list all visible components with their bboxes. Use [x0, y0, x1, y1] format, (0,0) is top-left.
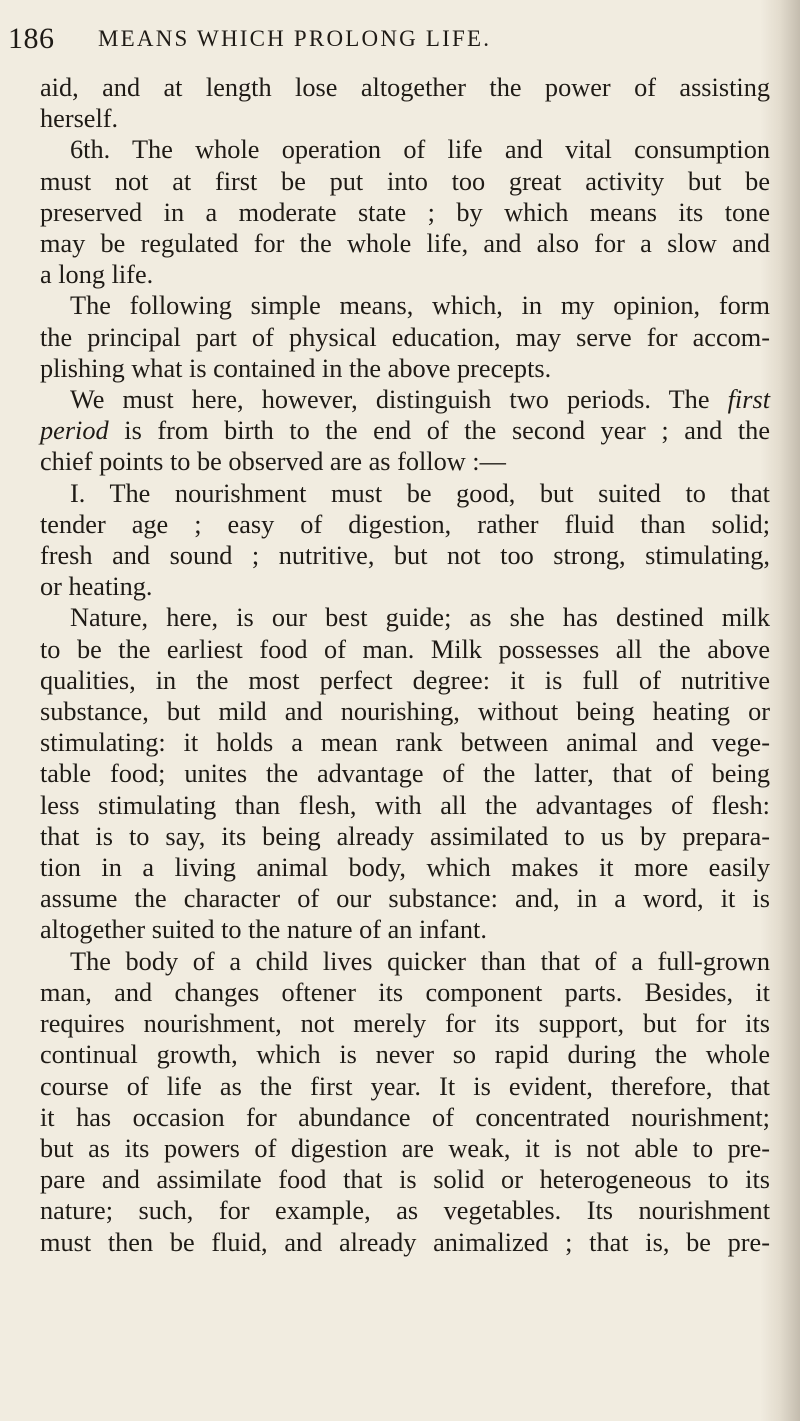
text-line: The following simple means, which, in my opinion, form — [70, 291, 770, 321]
text-line: table food; unites the advantage of the latter, that of being — [40, 759, 770, 789]
text-line: less stimulating than flesh, with all the advantages of flesh: — [40, 790, 770, 820]
text-line: that is to say, its being already assimilated to us by prepara- — [40, 821, 770, 851]
text-line: fresh and sound ; nutritive, but not too strong, stimulating, — [40, 541, 770, 571]
text-line — [40, 384, 770, 415]
text-line: requires nourishment, not merely for its support, but for its — [40, 1009, 770, 1039]
text-line: a long life. — [40, 260, 154, 290]
text-line: may be regulated for the whole life, and also for a slow and — [40, 229, 770, 259]
text-line: but as its powers of digestion are weak, it is not able to pre- — [40, 1133, 770, 1163]
paragraph-rule-one — [40, 478, 770, 603]
text-segment: is from birth to the end of the second year ; and the — [108, 416, 770, 446]
text-line: it has occasion for abundance of concentrated nourishment; — [40, 1102, 770, 1132]
text-line: must then be fluid, and already animalized ; that is, be pre- — [40, 1227, 770, 1257]
text-line: Nature, here, is our best guide; as she has destined milk — [70, 603, 770, 633]
text-line: stimulating: it holds a mean rank between animal and vege- — [40, 728, 770, 758]
text-line: altogether suited to the nature of an infant. — [40, 915, 487, 945]
text-line: the principal part of physical education, may serve for accom- — [40, 322, 770, 352]
text-line: chief points to be observed are as follow :— — [40, 447, 506, 477]
paragraph-simple-means — [40, 290, 770, 384]
italic-word-period: period — [40, 416, 109, 446]
italic-word-first: first — [727, 385, 770, 415]
text-line: pare and assimilate food that is solid or heterogeneous to its — [40, 1165, 770, 1195]
paragraph-two-periods — [40, 384, 770, 478]
paragraph-sixth-rule — [40, 134, 770, 290]
page-number: 186 — [8, 22, 55, 55]
text-line: course of life as the first year. It is evident, therefore, that — [40, 1071, 770, 1101]
text-line: preserved in a moderate state ; by which means its tone — [40, 197, 770, 227]
text-line: aid, and at length lose altogether the power of assisting — [40, 73, 770, 102]
text-line: substance, but mild and nourishing, without being heating or — [40, 697, 770, 727]
text-line: assume the character of our substance: and, in a word, it is — [40, 884, 770, 914]
text-line: man, and changes oftener its component parts. Besides, it — [40, 977, 770, 1007]
text-line: plishing what is contained in the above precepts. — [40, 353, 552, 383]
running-head: MEANS WHICH PROLONG LIFE. — [98, 26, 492, 51]
body-text — [40, 72, 770, 1258]
text-line: The body of a child lives quicker than that of a full-grown — [70, 946, 770, 976]
text-line: tion in a living animal body, which makes it more easily — [40, 853, 770, 883]
text-line: nature; such, for example, as vegetables. Its nourishment — [40, 1196, 770, 1226]
text-line: continual growth, which is never so rapid during the whole — [40, 1040, 770, 1070]
page-header — [8, 22, 768, 66]
text-line: tender age ; easy of digestion, rather fluid than solid; — [40, 509, 770, 539]
text-line: qualities, in the most perfect degree: it is full of nutritive — [40, 665, 770, 695]
text-line: I. The nourishment must be good, but suited to that — [70, 478, 770, 508]
text-line: to be the earliest food of man. Milk possesses all the above — [40, 634, 770, 664]
paragraph-milk — [40, 602, 770, 945]
text-line: 6th. The whole operation of life and vital consumption — [70, 135, 770, 165]
text-line: or heating. — [40, 572, 153, 602]
text-line — [40, 415, 770, 446]
text-line: herself. — [40, 104, 119, 134]
paragraph-child-body — [40, 946, 770, 1258]
text-segment: We must here, however, distinguish two periods. The — [70, 385, 728, 415]
text-line: must not at first be put into too great activity but be — [40, 166, 770, 196]
paragraph-continued — [40, 72, 770, 134]
